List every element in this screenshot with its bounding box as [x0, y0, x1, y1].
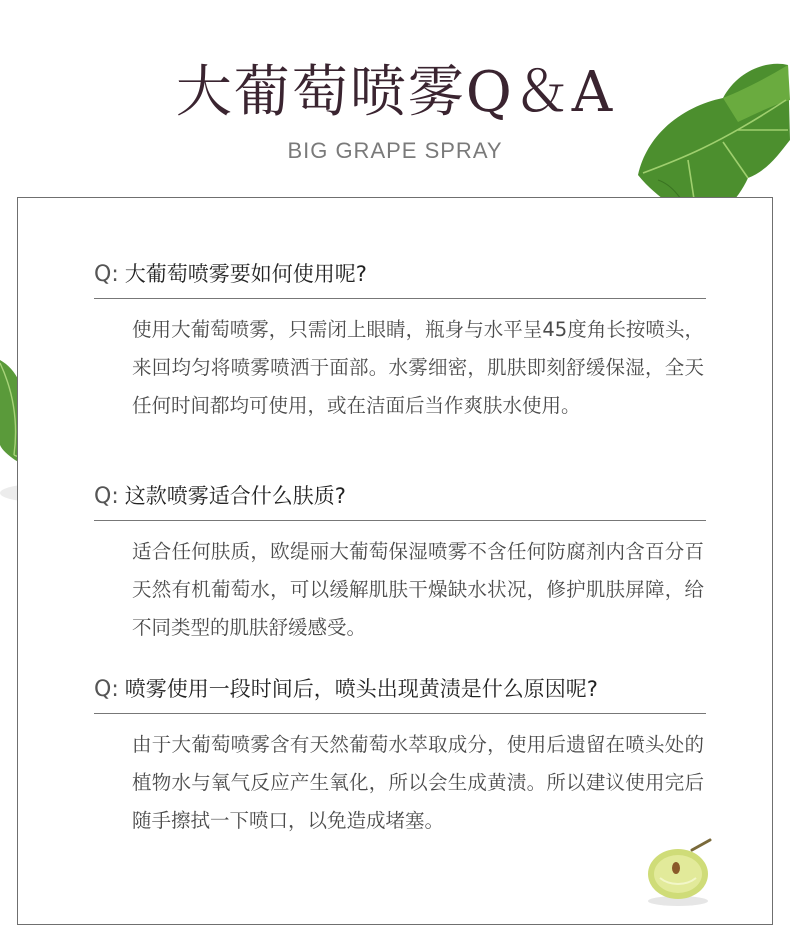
question-row — [94, 258, 706, 299]
question-text: 喷雾使用一段时间后，喷头出现黄渍是什么原因呢? — [124, 677, 598, 701]
page-subtitle: BIG GRAPE SPRAY — [287, 138, 503, 163]
answer-text: 使用大葡萄喷雾，只需闭上眼睛，瓶身与水平呈45度角长按喷头，来回均匀将喷雾喷洒于面部。水雾细密，肌肤即刻舒缓保湿，全天任何时间都均可使用，或在洁面后当作爽肤水使用。 — [132, 318, 704, 417]
question-row — [94, 673, 706, 714]
grape-half-icon — [640, 838, 720, 908]
question-text: 大葡萄喷雾要如何使用呢? — [124, 262, 367, 286]
qa-item-2 — [94, 480, 706, 647]
answer-text: 由于大葡萄喷雾含有天然葡萄水萃取成分，使用后遗留在喷头处的植物水与氧气反应产生氧化，所以会生成黄渍。所以建议使用完后随手擦拭一下喷口，以免造成堵塞。 — [132, 733, 704, 832]
question-prefix: Q: — [94, 262, 119, 287]
question-prefix: Q: — [94, 484, 119, 509]
page-title: 大葡萄喷雾Q＆A — [175, 60, 615, 125]
qa-item-1 — [94, 258, 706, 425]
question-row — [94, 480, 706, 521]
answer-text: 适合任何肤质，欧缇丽大葡萄保湿喷雾不含任何防腐剂内含百分百天然有机葡萄水，可以缓解肌肤干燥缺水状况，修护肌肤屏障，给不同类型的肌肤舒缓感受。 — [132, 540, 704, 639]
question-text: 这款喷雾适合什么肤质? — [124, 484, 346, 508]
question-prefix: Q: — [94, 677, 119, 702]
qa-item-3 — [94, 673, 706, 840]
